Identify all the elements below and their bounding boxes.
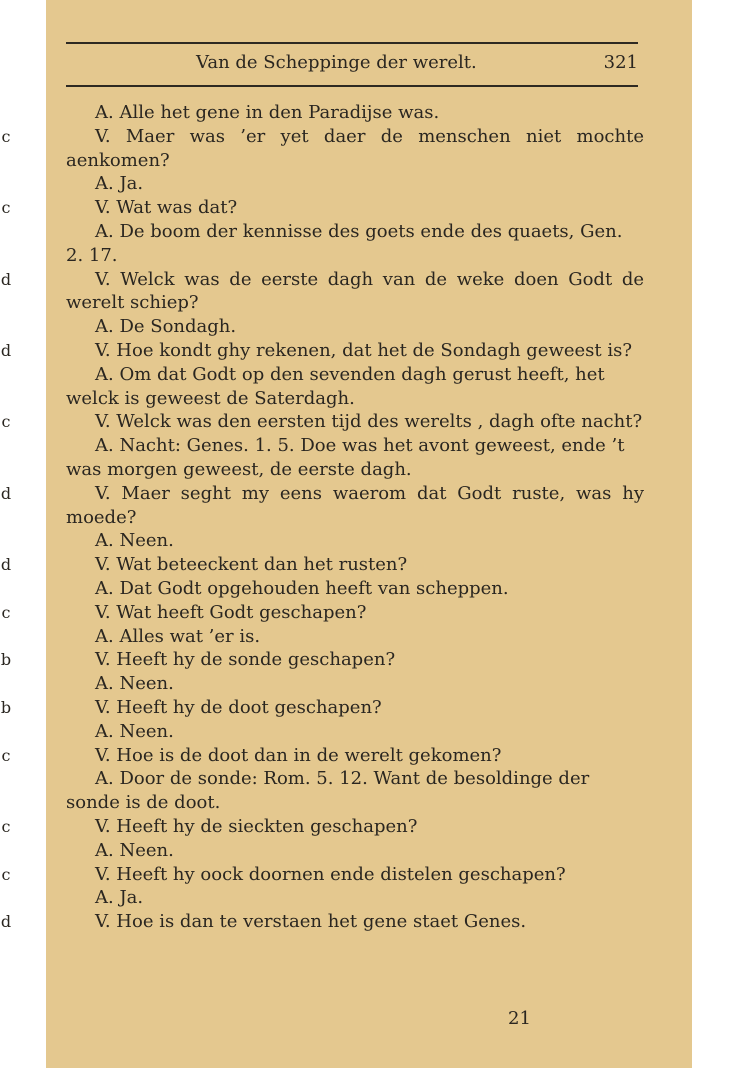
question-paragraph bbox=[1, 863, 644, 887]
paragraph-text: A. Ja. bbox=[95, 173, 144, 195]
paragraph-text: V. Welck was den eersten tijd des werelts , dagh ofte nacht? bbox=[95, 411, 643, 433]
margin-letter: c bbox=[1, 745, 11, 765]
paragraph-text: V. Maer was ’er yet daer de menschen niet mochte aenkomen? bbox=[66, 125, 644, 171]
paragraph-text: A. Alles wat ’er is. bbox=[95, 625, 261, 647]
question-paragraph bbox=[1, 125, 644, 173]
paragraph-text: A. Dat Godt opgehouden heeft van scheppen. bbox=[95, 577, 509, 599]
paragraph-text: A. De boom der kennisse des goets ende des quaets, Gen. 2. 17. bbox=[66, 220, 623, 266]
paragraph-text: V. Hoe is de doot dan in de werelt gekomen? bbox=[95, 744, 502, 766]
answer-paragraph bbox=[66, 101, 644, 125]
paragraph-text: V. Heeft hy oock doornen ende distelen geschapen? bbox=[95, 863, 566, 885]
question-paragraph bbox=[1, 196, 644, 220]
signature-mark: 21 bbox=[508, 1008, 531, 1029]
paragraph-text: A. Neen. bbox=[95, 673, 174, 695]
margin-letter: d bbox=[0, 340, 12, 360]
answer-paragraph bbox=[66, 172, 644, 196]
margin-letter: c bbox=[1, 864, 11, 884]
paragraph-text: A. Door de sonde: Rom. 5. 12. Want de besoldinge der sonde is de doot. bbox=[66, 768, 590, 814]
paragraph-text: A. Neen. bbox=[95, 530, 174, 552]
paragraph-text: V. Heeft hy de sieckten geschapen? bbox=[95, 815, 418, 837]
answer-paragraph bbox=[66, 577, 644, 601]
paragraph-text: A. De Sondagh. bbox=[95, 316, 237, 338]
paragraph-text: V. Wat heeft Godt geschapen? bbox=[95, 601, 367, 623]
answer-paragraph bbox=[66, 839, 644, 863]
answer-paragraph bbox=[66, 672, 644, 696]
margin-letter: c bbox=[1, 816, 11, 836]
answer-paragraph bbox=[66, 886, 644, 910]
question-paragraph bbox=[1, 815, 644, 839]
margin-letter: b bbox=[0, 697, 12, 717]
paragraph-text: V. Heeft hy de doot geschapen? bbox=[95, 696, 382, 718]
paragraph-text: V. Wat was dat? bbox=[95, 197, 238, 219]
margin-letter: d bbox=[0, 555, 12, 575]
paragraph-text: A. Nacht: Genes. 1. 5. Doe was het avont geweest, ende ’t was morgen geweest, de eerste dagh. bbox=[66, 435, 625, 480]
paragraph-text: A. Neen. bbox=[95, 839, 174, 861]
paragraph-text: A. Neen. bbox=[95, 720, 174, 742]
header-rule-bottom bbox=[66, 85, 638, 87]
answer-paragraph bbox=[66, 315, 644, 339]
paragraph-text: V. Heeft hy de sonde geschapen? bbox=[95, 649, 396, 671]
question-paragraph bbox=[0, 268, 644, 316]
running-title: Van de Scheppinge der werelt. bbox=[196, 52, 477, 73]
margin-letter: c bbox=[1, 412, 11, 432]
margin-letter: b bbox=[0, 650, 12, 670]
text-body bbox=[0, 101, 644, 934]
margin-letter: d bbox=[0, 483, 12, 503]
margin-letter: d bbox=[0, 269, 12, 289]
margin-letter: c bbox=[1, 126, 11, 146]
paragraph-text: A. Ja. bbox=[95, 887, 144, 909]
paragraph-text: V. Welck was de eerste dagh van de weke doen Godt de werelt schiep? bbox=[66, 268, 644, 314]
paragraph-text: A. Om dat Godt op den sevenden dagh gerust heeft, het welck is geweest de Saterdagh. bbox=[66, 363, 605, 409]
paragraph-text: V. Wat beteeckent dan het rusten? bbox=[95, 554, 408, 576]
paragraph-text: V. Hoe kondt ghy rekenen, dat het de Sondagh geweest is? bbox=[95, 339, 633, 361]
answer-paragraph bbox=[66, 720, 644, 744]
answer-paragraph bbox=[66, 363, 644, 411]
margin-letter: c bbox=[1, 602, 11, 622]
question-paragraph bbox=[0, 910, 644, 934]
question-paragraph bbox=[1, 601, 644, 625]
question-paragraph bbox=[1, 410, 644, 434]
page-number: 321 bbox=[603, 52, 638, 73]
answer-paragraph bbox=[66, 767, 644, 815]
question-paragraph bbox=[0, 482, 644, 530]
margin-letter: c bbox=[1, 198, 11, 218]
question-paragraph bbox=[0, 696, 644, 720]
question-paragraph bbox=[0, 553, 644, 577]
answer-paragraph bbox=[66, 434, 644, 482]
question-paragraph bbox=[0, 339, 644, 363]
margin-letter: d bbox=[0, 912, 12, 932]
question-paragraph bbox=[0, 648, 644, 672]
paragraph-text: V. Maer seght my eens waerom dat Godt ruste, was hy moede? bbox=[66, 482, 644, 528]
answer-paragraph bbox=[66, 220, 644, 268]
answer-paragraph bbox=[66, 625, 644, 649]
paragraph-text: V. Hoe is dan te verstaen het gene staet Genes. bbox=[95, 911, 527, 933]
paragraph-text: A. Alle het gene in den Paradijse was. bbox=[95, 102, 440, 123]
header-rule-top bbox=[66, 42, 638, 44]
answer-paragraph bbox=[66, 529, 644, 553]
question-paragraph bbox=[1, 744, 644, 768]
